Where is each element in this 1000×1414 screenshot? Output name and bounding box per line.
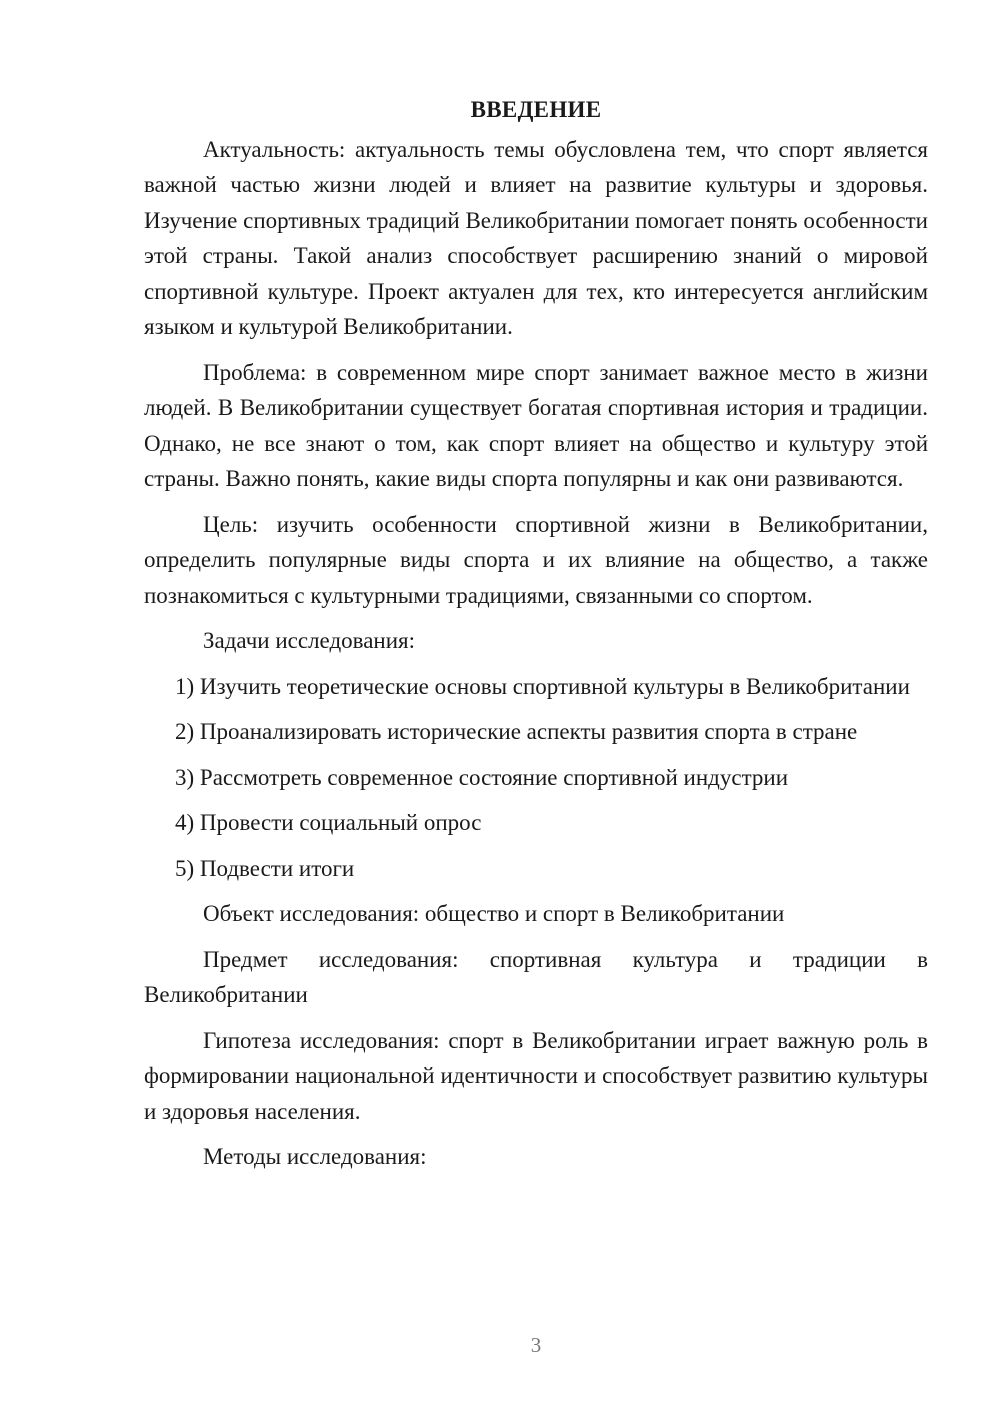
paragraph-goal: Цель: изучить особенности спортивной жизни в Великобритании, определить популярные виды спорта и их влияние на общество, а также познакомиться с культурными традициями, связанными со спортом. — [144, 511, 928, 608]
section-title: ВВЕДЕНИЕ — [470, 97, 602, 122]
task-item-4: 4) Провести социальный опрос — [175, 810, 482, 835]
methods-heading: Методы исследования: — [203, 1144, 427, 1169]
task-item-5: 5) Подвести итоги — [175, 855, 355, 881]
paragraph-problem: Проблема: в современном мире спорт занимает важное место в жизни людей. В Великобритании существует богатая спортивная история и традиции. Однако, не все знают о том, как спорт влияет на общество и культуру этой страны. Важно понять, какие виды спорта популярны и как они развиваются. — [144, 359, 928, 491]
task-item-1: 1) Изучить теоретические основы спортивной культуры в Великобритании — [175, 673, 910, 699]
tasks-heading: Задачи исследования: — [203, 628, 416, 653]
paragraph-object: Объект исследования: общество и спорт в Великобритании — [203, 901, 785, 926]
paragraph-subject: Предмет исследования: спортивная культура и традиции в Великобритании — [144, 946, 928, 1007]
page-number: 3 — [530, 1333, 542, 1357]
task-item-3: 3) Рассмотреть современное состояние спортивной индустрии — [175, 764, 789, 790]
paragraph-hypothesis: Гипотеза исследования: спорт в Великобритании играет важную роль в формировании национальной идентичности и способствует развитию культуры и здоровья населения. — [144, 1027, 928, 1124]
task-item-2: 2) Проанализировать исторические аспекты развития спорта в стране — [175, 719, 858, 744]
paragraph-relevance: Актуальность: актуальность темы обусловлена тем, что спорт является важной частью жизни людей и влияет на развитие культуры и здоровья. Изучение спортивных традиций Великобритании помогает понять особенности этой страны. Такой анализ способствует расширению знаний о мировой спортивной культуре. Проект актуален для тех, кто интересуется английским языком и культурой Великобритании. — [144, 136, 928, 339]
page-content — [144, 92, 928, 1185]
